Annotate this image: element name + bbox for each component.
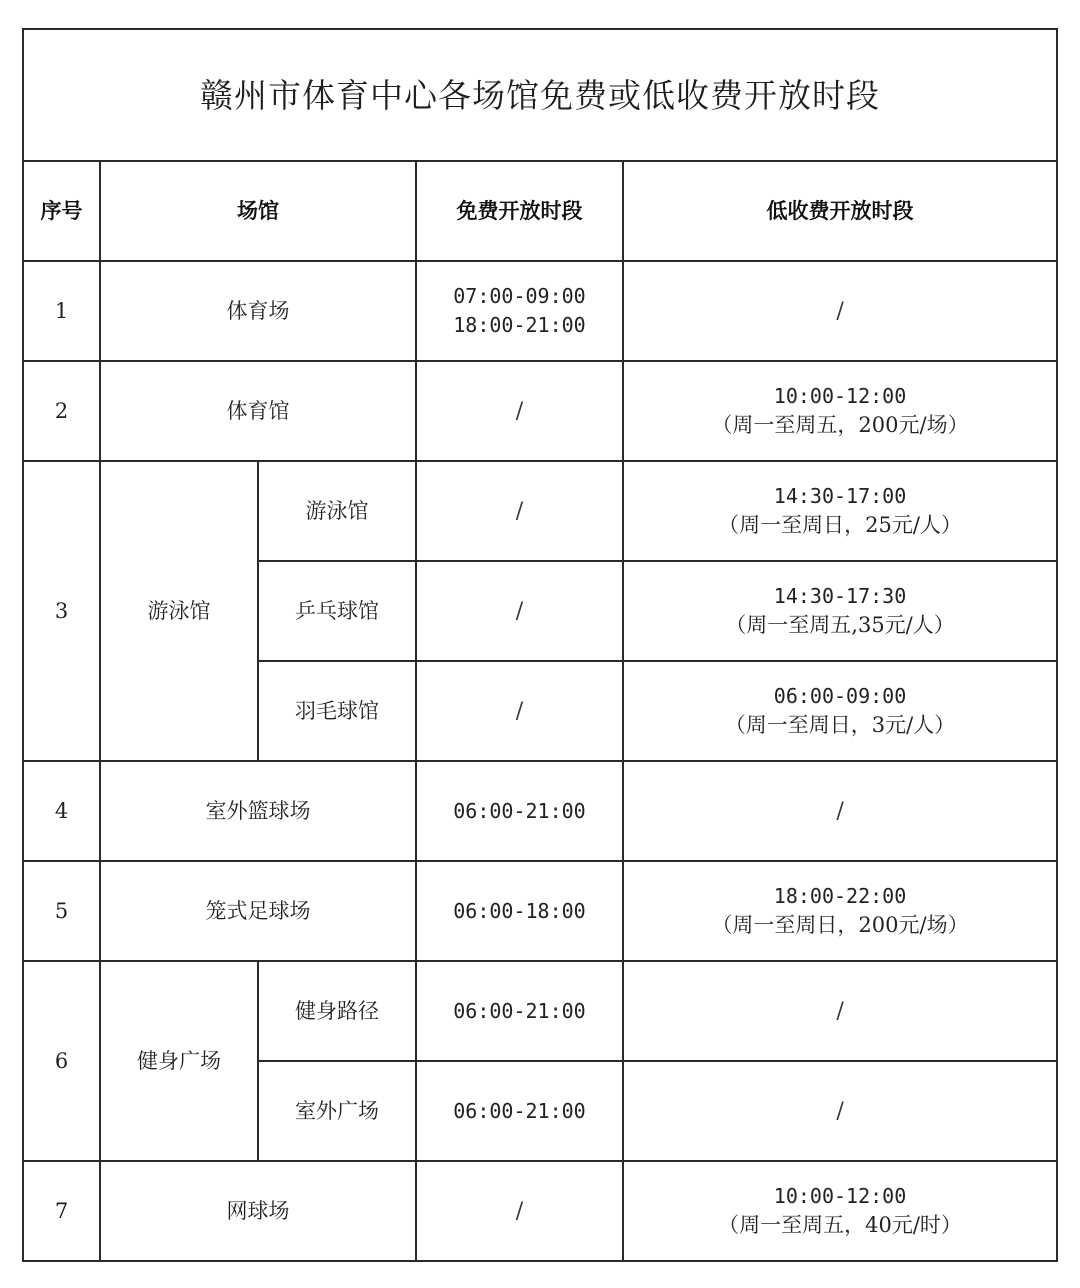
table-title: 赣州市体育中心各场馆免费或低收费开放时段: [23, 29, 1057, 161]
venue-name: 室外篮球场: [100, 761, 416, 861]
sub-venue-name: 乒乓球馆: [258, 561, 416, 661]
free-hours-cell-line: /: [515, 1198, 524, 1224]
table-row: [23, 861, 1057, 961]
low-fee-hours-cell: [623, 561, 1057, 661]
free-hours-cell-line: 06:00-18:00: [453, 898, 586, 923]
low-fee-hours-cell-line: 14:30-17:00: [773, 484, 907, 508]
venue-group-name: 游泳馆: [100, 461, 258, 761]
free-hours-cell-line: /: [515, 398, 524, 424]
low-fee-hours-cell: [623, 261, 1057, 361]
low-fee-hours-cell: [623, 1161, 1057, 1261]
free-hours-cell-line: /: [515, 598, 524, 624]
free-hours-cell-line: 06:00-21:00: [453, 798, 586, 823]
low-fee-hours-cell-line: /: [836, 798, 844, 824]
low-fee-hours-cell-line: /: [836, 1098, 844, 1124]
low-fee-hours-cell-line: 18:00-22:00: [773, 884, 907, 908]
low-fee-hours-cell: [623, 1061, 1057, 1161]
venue-group-name: 健身广场: [100, 961, 258, 1161]
low-fee-hours-cell-line: /: [836, 998, 844, 1024]
sub-venue-name: 游泳馆: [258, 461, 416, 561]
sub-venue-name: 羽毛球馆: [258, 661, 416, 761]
low-fee-hours-cell: [623, 461, 1057, 561]
row-index: 5: [23, 861, 100, 961]
free-hours-cell: [416, 361, 623, 461]
low-fee-hours-cell-line: （周一至周日，3元/人）: [724, 713, 956, 737]
venue-name: 体育场: [100, 261, 416, 361]
row-index: 3: [23, 461, 100, 761]
venue-name: 体育馆: [100, 361, 416, 461]
sub-venue-name: 健身路径: [258, 961, 416, 1061]
venue-name: 网球场: [100, 1161, 416, 1261]
low-fee-hours-cell: [623, 761, 1057, 861]
table-row: [23, 1161, 1057, 1261]
schedule-table: [22, 28, 1058, 1262]
header-index: 序号: [23, 161, 100, 261]
header-free-hours: 免费开放时段: [416, 161, 623, 261]
header-low-fee-hours: 低收费开放时段: [623, 161, 1057, 261]
free-hours-cell: [416, 1061, 623, 1161]
free-hours-cell-line: 06:00-21:00: [453, 1098, 586, 1123]
free-hours-cell-line: 06:00-21:00: [453, 998, 586, 1023]
low-fee-hours-cell-line: （周一至周五，40元/时）: [718, 1213, 962, 1237]
low-fee-hours-cell-line: 10:00-12:00: [773, 1184, 907, 1208]
low-fee-hours-cell: [623, 661, 1057, 761]
row-index: 7: [23, 1161, 100, 1261]
free-hours-cell: [416, 261, 623, 361]
low-fee-hours-cell-line: （周一至周日，200元/场）: [711, 913, 969, 937]
free-hours-cell: [416, 561, 623, 661]
free-hours-cell-line: /: [515, 498, 524, 524]
low-fee-hours-cell: [623, 961, 1057, 1061]
table-row: [23, 361, 1057, 461]
row-index: 4: [23, 761, 100, 861]
venue-name: 笼式足球场: [100, 861, 416, 961]
low-fee-hours-cell-line: /: [836, 298, 844, 324]
table-row: [23, 261, 1057, 361]
schedule-document: [22, 28, 1056, 1262]
free-hours-cell: [416, 1161, 623, 1261]
free-hours-cell: [416, 961, 623, 1061]
free-hours-cell-line: 18:00-21:00: [453, 313, 586, 337]
table-row: [23, 461, 1057, 561]
row-index: 1: [23, 261, 100, 361]
low-fee-hours-cell-line: 06:00-09:00: [773, 684, 907, 708]
table-row: [23, 961, 1057, 1061]
free-hours-cell-line: /: [515, 698, 524, 724]
free-hours-cell: [416, 661, 623, 761]
free-hours-cell-line: 07:00-09:00: [453, 284, 586, 308]
free-hours-cell: [416, 861, 623, 961]
sub-venue-name: 室外广场: [258, 1061, 416, 1161]
free-hours-cell: [416, 761, 623, 861]
low-fee-hours-cell-line: 10:00-12:00: [773, 384, 907, 408]
free-hours-cell: [416, 461, 623, 561]
low-fee-hours-cell-line: （周一至周五,35元/人）: [725, 613, 955, 637]
low-fee-hours-cell-line: 14:30-17:30: [773, 584, 907, 608]
row-index: 2: [23, 361, 100, 461]
row-index: 6: [23, 961, 100, 1161]
low-fee-hours-cell-line: （周一至周日，25元/人）: [718, 513, 962, 537]
low-fee-hours-cell: [623, 361, 1057, 461]
low-fee-hours-cell: [623, 861, 1057, 961]
low-fee-hours-cell-line: （周一至周五，200元/场）: [711, 413, 969, 437]
table-body: [23, 261, 1057, 1261]
header-venue: 场馆: [100, 161, 416, 261]
table-row: [23, 761, 1057, 861]
